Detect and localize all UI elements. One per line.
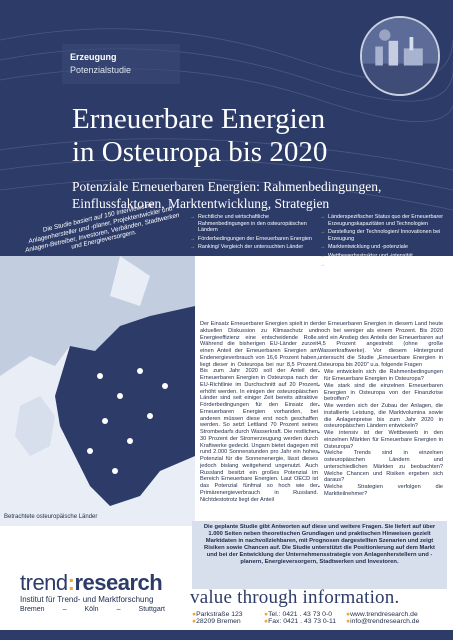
body-column-2-intro: der Erneuerbaren Energien in diesem Land heute noch bei weniger als einem Prozent. Bis 2020 wird ein Anstieg des Anteils der Erneuerbaren auf 4,5 Prozent angestrebt (ohne große Wasserkraftwerke). Vor diesem Hintergrund untersucht die Studie „Erneuerbare Energien in Osteuropa bis 2020" u.a. folgende Fragen (318, 321, 443, 368)
city: Bremen (20, 606, 45, 613)
power-plant-icon (362, 18, 438, 94)
question-list (318, 369, 443, 497)
brand-word-b: research (74, 570, 163, 595)
fax-number: ●Fax: 0421 . 43 73 0-11 (264, 618, 336, 625)
topic-lists (190, 214, 445, 314)
list-item: → Darstellung der Technologien/ Innovationen bei Erzeugung (320, 229, 444, 242)
study-basis-note: Die Studie basiert auf 150 Interviews mit Anlagenhersteller und -planer, Projektentwickler und Anlagen-Betreiber, Investoren, Verbänden, Stadtwerken und Energieversorgern. (24, 201, 181, 254)
body-column-2 (318, 321, 443, 498)
brand-word-a: trend (20, 570, 68, 595)
brand-cities (20, 606, 165, 613)
summary-text: Die geplante Studie gibt Antworten auf diese und weitere Fragen. Sie liefert auf über 1.000 Seiten neben theoretischen Grundlagen und praktischen Hinweisen gezielt Marktdaten in nachvollziehbaren, mit Prognosen dargestellten Szenarien und zeigt Risiken sowie Chancen auf. Die Studie unterstützt die Positionierung auf dem Markt und bei der Entwicklung der Unternehmensstrategie von Anlagenherstellern und -planern, Energieversorgern, Stadtwerken und Investoren. (203, 524, 436, 565)
city-separator: – (116, 606, 121, 613)
list-item: → Ableitung möglicher Strategieoptionen (320, 262, 444, 269)
brand-subtitle: Institut für Trend- und Marktforschung (20, 595, 154, 604)
list-item: ▪ Wie intensiv ist der Wettbewerb in den einzelnen Märkten für Erneuerbare Energien in Osteuropa? (318, 430, 443, 450)
list-item: → Wettbewerbsstruktur und -intensität (320, 253, 444, 260)
contact-row (192, 618, 447, 625)
list-item: ▪ Wie stark sind die einzelnen Erneuerbaren Energien in Osteuropa von der Finanzkrise betroffen? (318, 383, 443, 403)
subtitle-line-1: Potenziale Erneuerbaren Energien: Rahmenbedingungen, (72, 179, 382, 194)
list-item: ▪ Welche Strategien verfolgen die Marktteilnehmer? (318, 484, 443, 498)
list-item: ▪ Welche Trends sind in einzelnen osteuropäischen Ländern und unterschiedlichen Märkten zu beobachten? Welche Chancen und Risiken ergeben sich daraus? (318, 450, 443, 484)
contact-row (192, 611, 447, 618)
brand-colon: : (67, 570, 75, 595)
list-item: → Marktentwicklung und -potenziale (320, 244, 444, 251)
tagline: value through information. (190, 587, 400, 608)
map-caption: Betrachtete osteuropäische Länder (4, 514, 98, 520)
list-item: → Länderspezifischer Status quo der Erneuerbarer Erzeugungskapazitäten und Technologien (320, 214, 444, 227)
city: Köln (84, 606, 99, 613)
kicker-label: Erzeugung (70, 52, 117, 62)
title-line-2: in Osteuropa bis 2020 (72, 136, 328, 168)
city-separator: – (62, 606, 67, 613)
summary-box (192, 521, 447, 589)
subtitle-line-2: Einflussfaktoren, Marktentwicklung, Strategien (72, 196, 330, 211)
city: Stuttgart (138, 606, 165, 613)
website-link[interactable]: ●www.trendresearch.de (346, 611, 418, 618)
kicker (70, 52, 170, 92)
list-item: → Förderbedingungen der Erneuerbaren Energien (190, 236, 314, 243)
phone-number: ●Tel.: 0421 . 43 73 0-0 (264, 611, 332, 618)
brand-logo (20, 572, 180, 594)
list-item: ▪ Wie werden sich der Zubau der Anlagen, die installierte Leistung, die Marktvolumina sowie die Anlagenpreise bis zum Jahr 2020 in osteuropäischen Ländern entwickeln? (318, 403, 443, 430)
body-column-1: Der Einsatz Erneuerbarer Energien spielt in der aktuellen Diskussion zu Klimaschutz und Energieeffizienz eine entscheidende Rolle. Während die bisherigen EU-Länder zurzeit einen Anteil der Erneuerbaren Energien am Endenergieverbrauch von 16,6 Prozent haben, liegt dieser in Osteuropa bei nur 8,5 Prozent. Bis zum Jahr 2020 soll der Anteil der Erneuerbaren Energien in Osteuropa nach der EU-Richtlinie im Durchschnitt auf 20 Prozent erhöht werden. In einigen der osteuropäischen Länder sind seit einiger Zeit bereits attraktive Förderbedingungen für den Einsatz der Erneuerbaren Energien vorhanden, bei anderen müssen diese erst noch geschaffen werden. So setzt Lettland 70 Prozent seines Strombedarfs durch Wasserkraft. Die restlichen 30 Prozent der Stromerzeugung werden durch Kraftwerke gedeckt. Ungarn bietet dagegen mit rund 2.000 Sonnenstunden pro Jahr ein hohes Potenzial für die Sonnenenergie, lässt dieses jedoch bislang weitgehend ungenutzt. Auch Russland besitzt ein großes Potenzial im Bereich Erneuerbare Energien. Laut OECD ist das Potenzial fünfmal so hoch wie der Primärenergieverbrauch in Russland. Nichtdestotrotz liegt der Anteil (200, 321, 318, 503)
footer-bar (0, 630, 453, 640)
title-line-1: Erneuerbare Energien (72, 103, 326, 135)
map-illustration (0, 256, 195, 526)
contact-block (192, 611, 447, 625)
europe-map (0, 256, 195, 526)
list-item: ▪ Wie entwickeln sich die Rahmenbedingungen für Erneuerbare Energien in Osteuropa? (318, 369, 443, 383)
list-item: → Rechtliche und wirtschaftliche Rahmenbedingungen in den osteuropäischen Ländern (190, 214, 314, 234)
energy-photo-badge (360, 16, 440, 96)
topics-right-list (320, 214, 444, 270)
page-title (72, 103, 442, 169)
list-item: → Ranking/ Vergleich der untersuchten Länder (190, 244, 314, 251)
zip-city: ●28209 Bremen (192, 618, 241, 625)
email-link[interactable]: ●info@trendresearch.de (346, 618, 420, 625)
brand-block (20, 572, 180, 613)
kicker-sub-label: Potenzialstudie (70, 65, 132, 75)
street-address: ●Parkstraße 123 (192, 611, 243, 618)
topics-left-list (190, 214, 314, 253)
